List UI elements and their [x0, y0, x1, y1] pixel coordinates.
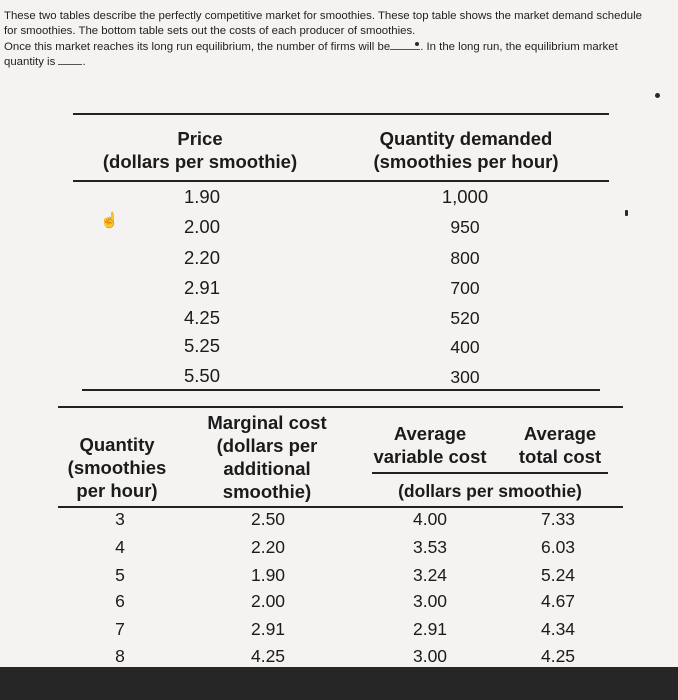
- cost-atc-4: 4.67: [540, 591, 576, 611]
- cost-header-mc-line2: (dollars per: [216, 435, 318, 456]
- cost-header-atc: [505, 422, 615, 468]
- cost-header-avc-line1: Average: [393, 423, 467, 444]
- demand-qty-5: 520: [450, 308, 480, 328]
- cost-atc-6: 4.25: [540, 646, 576, 666]
- cost-avg-header-rule: [372, 472, 608, 474]
- demand-price-2: 2.00: [183, 216, 220, 237]
- cost-avc-2: 3.53: [412, 537, 448, 557]
- dropdown-dot-indicator[interactable]: [415, 42, 419, 46]
- cost-header-avc: [360, 422, 500, 468]
- intro-line-3a: Once this market reaches its long run equilibrium, the number of firms will be: [4, 40, 391, 53]
- demand-price-1: 1.90: [183, 186, 220, 207]
- cost-atc-5: 4.34: [540, 619, 576, 639]
- demand-header-price-line1: Price: [177, 128, 223, 149]
- cost-avc-6: 3.00: [412, 646, 448, 666]
- cost-qty-4: 6: [115, 591, 125, 611]
- demand-header-price-line2: (dollars per smoothie): [102, 151, 298, 172]
- cost-header-qty-line2: (smoothies: [67, 457, 167, 478]
- cost-header-marginal-cost: [192, 411, 342, 503]
- intro-line-3b: . In the long run, the equilibrium market: [420, 40, 618, 53]
- intro-line-4a: quantity is: [4, 56, 56, 69]
- demand-qty-4: 700: [450, 278, 480, 298]
- cost-qty-6: 8: [115, 646, 125, 666]
- demand-qty-1: 1,000: [441, 186, 489, 207]
- demand-bottom-rule: [82, 389, 600, 391]
- cost-header-units: (dollars per smoothie): [398, 481, 582, 501]
- scroll-dash-indicator: [625, 210, 628, 216]
- demand-header-price: [80, 127, 320, 173]
- cost-qty-3: 5: [115, 565, 125, 585]
- demand-top-rule: [73, 113, 609, 115]
- intro-line-4b: .: [82, 56, 86, 69]
- demand-qty-6: 400: [450, 337, 480, 357]
- demand-price-5: 4.25: [183, 307, 220, 328]
- demand-header-qty-line1: Quantity demanded: [379, 128, 553, 149]
- cost-mc-4: 2.00: [250, 591, 286, 611]
- cost-header-atc-line1: Average: [523, 423, 597, 444]
- cost-header-quantity: [52, 433, 182, 502]
- demand-header-quantity: [346, 127, 586, 173]
- cost-mc-1: 2.50: [250, 509, 286, 529]
- scroll-dot-indicator: [655, 93, 660, 98]
- cost-avc-5: 2.91: [412, 619, 448, 639]
- pointer-hand-icon: ☝: [100, 212, 119, 229]
- cost-mc-2: 2.20: [250, 537, 286, 557]
- cost-qty-1: 3: [115, 509, 125, 529]
- cost-top-rule: [58, 406, 623, 408]
- bottom-dark-bar: [0, 667, 678, 700]
- demand-header-rule: [73, 180, 609, 182]
- cost-atc-3: 5.24: [540, 565, 576, 585]
- cost-header-qty-line1: Quantity: [79, 434, 155, 455]
- cost-header-mc-line1: Marginal cost: [207, 412, 327, 433]
- cost-qty-5: 7: [115, 619, 125, 639]
- intro-line-3: [4, 39, 676, 55]
- demand-price-4: 2.91: [183, 277, 220, 298]
- demand-price-3: 2.20: [183, 247, 220, 268]
- cost-mc-5: 2.91: [250, 619, 286, 639]
- cost-header-mc-line3: additional: [223, 458, 311, 479]
- cost-qty-2: 4: [115, 537, 125, 557]
- cost-atc-2: 6.03: [540, 537, 576, 557]
- cost-avc-3: 3.24: [412, 565, 448, 585]
- demand-price-6: 5.25: [183, 335, 220, 356]
- demand-qty-3: 800: [450, 248, 480, 268]
- intro-line-2: for smoothies. The bottom table sets out the costs of each producer of smoothies.: [4, 24, 416, 37]
- demand-qty-2: 950: [450, 217, 480, 237]
- cost-avc-4: 3.00: [412, 591, 448, 611]
- intro-line-4: [4, 54, 676, 70]
- quantity-answer-blank[interactable]: [58, 54, 82, 65]
- cost-header-atc-line2: total cost: [518, 446, 602, 467]
- cost-avc-1: 4.00: [412, 509, 448, 529]
- cost-mc-6: 4.25: [250, 646, 286, 666]
- demand-qty-7: 300: [450, 367, 480, 387]
- demand-price-7: 5.50: [183, 365, 220, 386]
- cost-mc-3: 1.90: [250, 565, 286, 585]
- cost-header-rule: [58, 506, 623, 508]
- cost-header-qty-line3: per hour): [76, 480, 158, 501]
- demand-header-qty-line2: (smoothies per hour): [373, 151, 559, 172]
- cost-atc-1: 7.33: [540, 509, 576, 529]
- question-intro: [4, 9, 676, 70]
- intro-line-1: These two tables describe the perfectly competitive market for smoothies. These top table shows the market demand schedule: [4, 10, 642, 22]
- cost-header-mc-line4: smoothie): [222, 481, 312, 502]
- cost-header-avc-line2: variable cost: [373, 446, 487, 467]
